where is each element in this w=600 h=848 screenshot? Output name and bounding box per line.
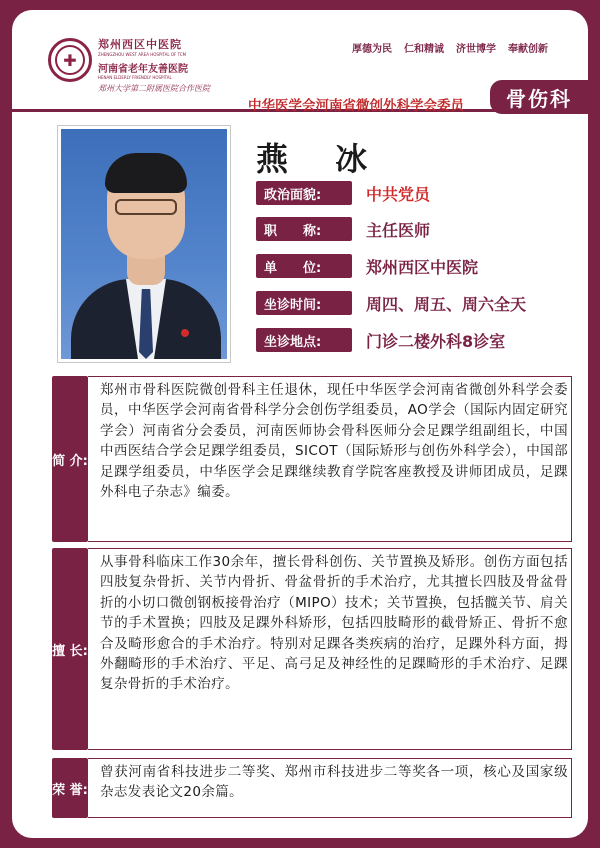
section-text: 曾获河南省科技进步二等奖、郑州市科技进步二等奖各一项，核心及国家级杂志发表论文20余篇。 [100,764,568,801]
hospital-logo [48,36,208,92]
section-intro [52,376,572,542]
section-label: 简 介: [52,376,88,542]
profile-card [12,10,588,838]
info-value: 中共党员 [366,184,431,204]
slogan: 奉献创新 [508,44,548,55]
department-tag: 骨伤科 [490,80,588,114]
info-value: 周四、周五、周六全天 [366,294,527,314]
hospital-seal-icon: ✚ [48,38,92,82]
info-label: 坐诊地点: [256,328,352,352]
doctor-name: 燕 冰 [256,140,386,178]
party-badge-icon [181,329,189,337]
section-specialty [52,548,572,750]
section-honors [52,758,572,818]
info-row-political [256,180,430,206]
logo-text [98,36,218,94]
hospital-slogans [352,40,548,55]
info-label: 坐诊时间: [256,291,352,315]
info-value: 门诊二楼外科8诊室 [366,331,506,351]
info-label: 职 称: [256,217,352,241]
hospital-name-en: ZHENGZHOU WEST AREA HOSPITAL OF TCM [98,52,187,57]
info-label: 政治面貌: [256,181,352,205]
info-row-schedule [256,290,526,316]
section-label: 擅 长: [52,548,88,750]
doctor-photo [58,126,230,362]
slogan: 仁和精诚 [404,44,444,55]
hospital-designation-en: HENAN ELDERLY FRIENDLY HOSPITAL [98,75,172,80]
info-label: 单 位: [256,254,352,278]
section-text: 从事骨科临床工作30余年，擅长骨科创伤、关节置换及矫形。创伤方面包括四肢复杂骨折、关节内骨折、骨盆骨折的手术治疗，尤其擅长四肢及骨盆骨折的小切口微创钢板接骨治疗（MIPO）技术；关节置换，包括髋关节、肩关节的手术置换；四肢及足踝外科矫形，包括四肢畸形的截骨矫正、骨折不愈合及畸形愈合的手术治疗。特别对足踝各类疾病的治疗，足踝外科方面，拇外翻畸形的手术治疗、平足、高弓足及神经性的足踝畸形的手术治疗、足踝复杂骨折的手术治疗。 [100,554,568,693]
section-text: 郑州市骨科医院微创骨科主任退休，现任中华医学会河南省微创外科学会委员，中华医学会河南省骨科学分会创伤学组委员，AO学会（国际内固定研究学会）河南省分会委员，河南医师协会骨科医师分会足踝学组副组长，中国中西医结合学会足踝学组委员，SICOT（国际矫形与创伤外科学会），中国部足踝学组委员，中华医学会足踝继续教育学院客座教授及讲师团成员，足踝外科电子杂志》编委。 [100,382,568,501]
hospital-designation: 河南省老年友善医院 [98,64,188,75]
association-title: 中华医学会河南省微创外科学会委员 [248,98,464,114]
info-row-title [256,216,430,242]
section-label: 荣 誉: [52,758,88,818]
slogan: 厚德为民 [352,44,392,55]
info-value: 主任医师 [366,220,431,240]
hospital-affiliation: 郑州大学第二附属医院合作医院 [98,84,210,93]
slogan: 济世博学 [456,44,496,55]
info-value: 郑州西区中医院 [366,257,479,277]
hospital-name: 郑州西区中医院 [98,38,182,51]
info-row-location [256,327,505,353]
info-row-unit [256,253,478,279]
